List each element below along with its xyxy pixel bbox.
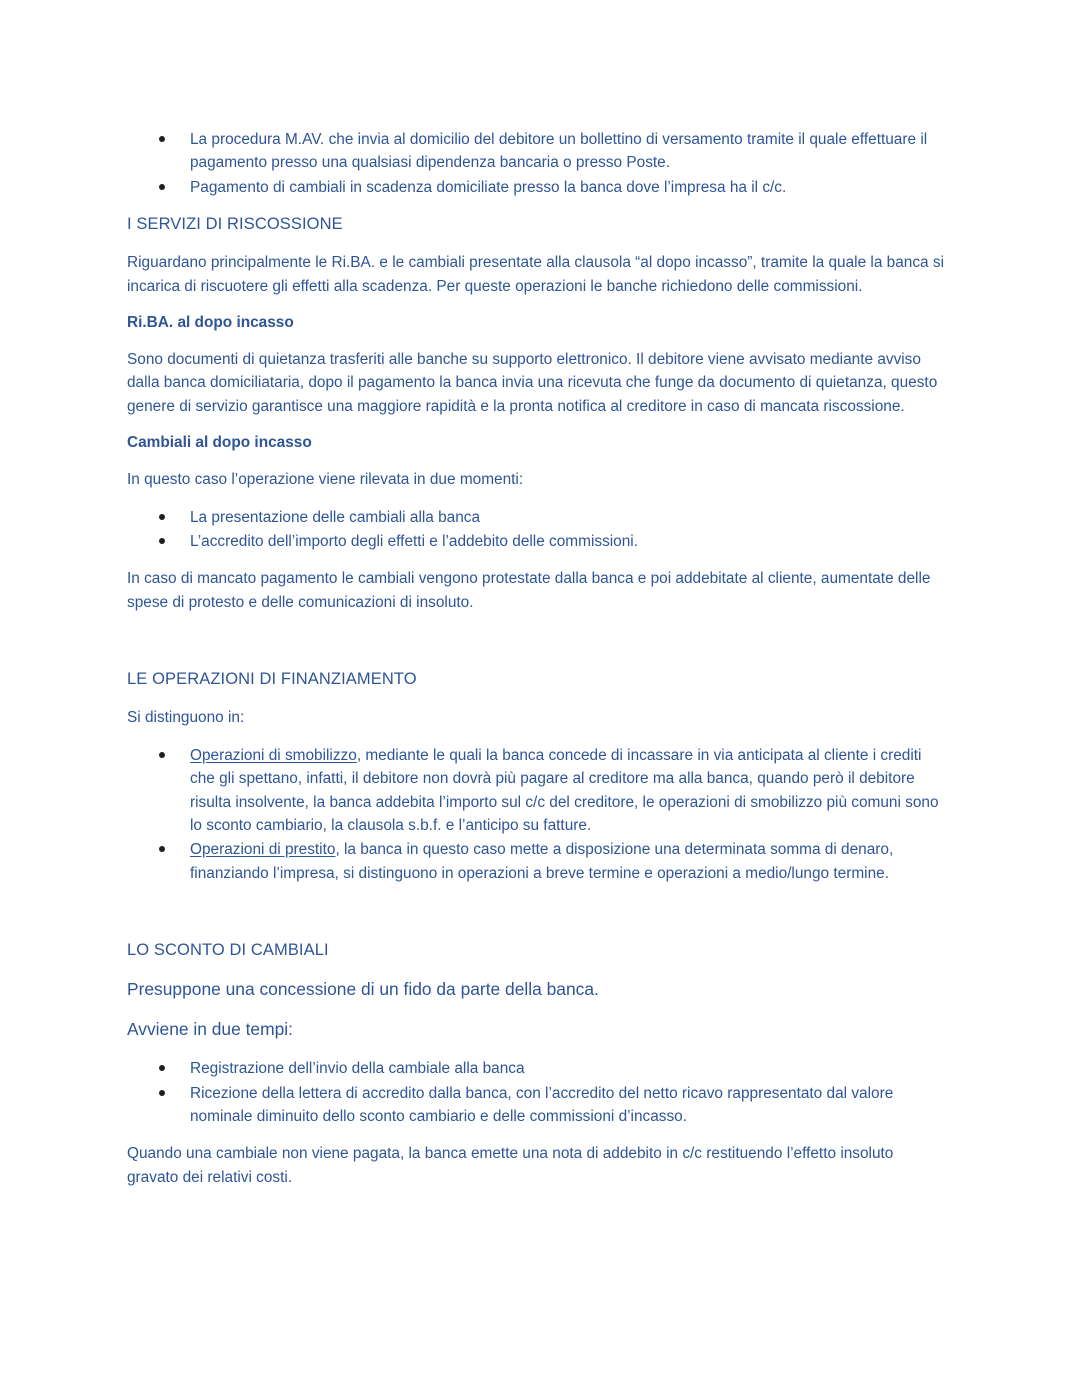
- paragraph-finanziamento-intro: Si distinguono in:: [127, 709, 245, 727]
- paragraph-sconto-fido: Presuppone una concessione di un fido da parte della banca.: [127, 979, 599, 1000]
- paragraph-cambiali-protesto: In caso di mancato pagamento le cambiali vengono protestate dalla banca e poi addebitate al cliente, aumentate delle spese di protesto e delle comunicazioni di insoluto.: [127, 570, 931, 611]
- paragraph-sconto-tempi: Avviene in due tempi:: [127, 1019, 293, 1040]
- text-smobilizzo: , mediante le quali la banca concede di incassare in via anticipata al cliente i crediti che gli spettano, infatti, il debitore non dovrà più pagare al creditore ma alla banca, quando però il debitore risulta insolvente, la banca addebita l’importo sul c/c del creditore, le operazioni di smobilizzo più comuni sono lo sconto cambiario, la clausola s.b.f. e l’anticipo su fatture.: [190, 746, 939, 834]
- section-heading-sconto: LO SCONTO DI CAMBIALI: [127, 941, 329, 960]
- text-prestito: , la banca in questo caso mette a disposizione una determinata somma di denaro, finanziando l’impresa, si distinguono in operazioni a breve termine e operazioni a medio/lungo termine.: [190, 841, 894, 882]
- list-item: Ricezione della lettera di accredito dalla banca, con l’accredito del netto ricavo rappresentato dal valore nominale diminuito dello sconto cambiario e delle commissioni d’incasso.: [190, 1082, 948, 1129]
- sconto-bullet-list: [127, 1057, 948, 1128]
- intro-bullet-list: [127, 128, 948, 199]
- finanziamento-bullet-list: [127, 744, 948, 885]
- list-item: Pagamento di cambiali in scadenza domiciliate presso la banca dove l’impresa ha il c/c.: [190, 176, 948, 199]
- paragraph-sconto-insoluto: Quando una cambiale non viene pagata, la banca emette una nota di addebito in c/c restituendo l’effetto insoluto gravato dei relativi costi.: [127, 1145, 894, 1186]
- list-item: Registrazione dell’invio della cambiale alla banca: [190, 1057, 948, 1080]
- cambiali-bullet-list: [127, 506, 948, 554]
- list-item: [190, 838, 948, 885]
- subheading-cambiali: Cambiali al dopo incasso: [127, 434, 312, 452]
- paragraph-riba: Sono documenti di quietanza trasferiti alle banche su supporto elettronico. Il debitore viene avvisato mediante avviso dalla banca domiciliataria, dopo il pagamento la banca invia una ricevuta che funge da documento di quietanza, questo genere di servizio garantisce una maggiore rapidità e la pronta notifica al creditore in caso di mancata riscossione.: [127, 351, 938, 415]
- term-smobilizzo: Operazioni di smobilizzo: [190, 746, 357, 764]
- term-prestito: Operazioni di prestito: [190, 841, 336, 859]
- paragraph-cambiali-intro: In questo caso l’operazione viene rilevata in due momenti:: [127, 471, 524, 489]
- section-heading-finanziamento: LE OPERAZIONI DI FINANZIAMENTO: [127, 670, 417, 689]
- paragraph-riscossione: Riguardano principalmente le Ri.BA. e le cambiali presentate alla clausola “al dopo incasso”, tramite la quale la banca si incarica di riscuotere gli effetti alla scadenza. Per queste operazioni le banche richiedono delle commissioni.: [127, 254, 945, 295]
- list-item: La procedura M.AV. che invia al domicilio del debitore un bollettino di versamento tramite il quale effettuare il pagamento presso una qualsiasi dipendenza bancaria o presso Poste.: [190, 128, 948, 175]
- subheading-riba: Ri.BA. al dopo incasso: [127, 314, 294, 332]
- list-item: L’accredito dell’importo degli effetti e l’addebito delle commissioni.: [190, 530, 948, 553]
- section-heading-riscossione: I SERVIZI DI RISCOSSIONE: [127, 215, 343, 234]
- list-item: La presentazione delle cambiali alla banca: [190, 506, 948, 529]
- list-item: [190, 744, 948, 838]
